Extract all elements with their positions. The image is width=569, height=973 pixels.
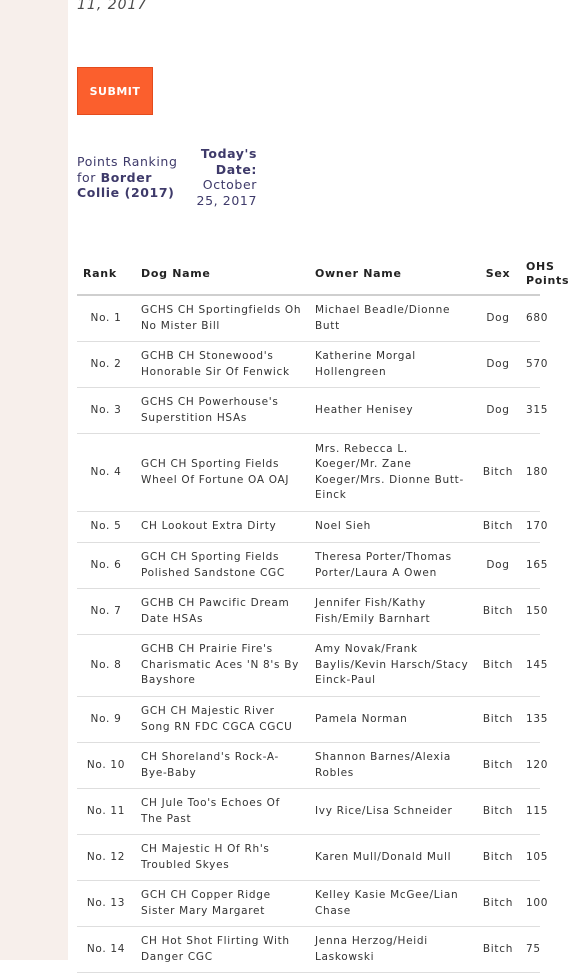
cell-rank: No. 3 <box>77 388 135 434</box>
cell-rank: No. 5 <box>77 512 135 543</box>
cell-dog-name: CH Lookout Extra Dirty <box>135 512 307 543</box>
cell-owner-name: Noel Sieh <box>307 512 474 543</box>
cell-sex: Dog <box>474 342 522 388</box>
table-row <box>77 342 540 388</box>
cell-owner-name: Katherine Morgal Hollengreen <box>307 342 474 388</box>
date-fragment: 11, 2017 <box>77 0 148 13</box>
cell-dog-name: GCH CH Sporting Fields Polished Sandstone CGC <box>135 543 307 589</box>
ranking-title-prefix: Points Ranking for <box>77 154 178 185</box>
cell-rank: No. 13 <box>77 881 135 927</box>
ranking-breed: Border Collie (2017) <box>77 169 175 200</box>
cell-rank: No. 12 <box>77 835 135 881</box>
cell-points: 180 <box>522 434 540 512</box>
today-value: October 25, 2017 <box>196 177 257 208</box>
cell-points: 150 <box>522 589 540 635</box>
cell-rank: No. 4 <box>77 434 135 512</box>
cell-rank: No. 14 <box>77 927 135 973</box>
cell-rank: No. 2 <box>77 342 135 388</box>
header-sex[interactable]: Sex <box>474 254 522 295</box>
cell-points: 165 <box>522 543 540 589</box>
cell-sex: Bitch <box>474 589 522 635</box>
table-row <box>77 512 540 543</box>
cell-points: 75 <box>522 927 540 973</box>
header-ohs-points[interactable]: OHS Points <box>522 254 540 295</box>
cell-sex: Bitch <box>474 697 522 743</box>
cell-sex: Bitch <box>474 743 522 789</box>
cell-sex: Bitch <box>474 512 522 543</box>
cell-dog-name: GCHS CH Powerhouse's Superstition HSAs <box>135 388 307 434</box>
table-row <box>77 697 540 743</box>
cell-rank: No. 9 <box>77 697 135 743</box>
cell-dog-name: GCHB CH Prairie Fire's Charismatic Aces 'N 8's By Bayshore <box>135 635 307 697</box>
cell-sex: Bitch <box>474 434 522 512</box>
cell-owner-name: Ivy Rice/Lisa Schneider <box>307 789 474 835</box>
table-row <box>77 434 540 512</box>
cell-points: 315 <box>522 388 540 434</box>
today-date <box>196 146 257 208</box>
cell-sex: Bitch <box>474 927 522 973</box>
cell-rank: No. 1 <box>77 295 135 342</box>
table-row <box>77 881 540 927</box>
cell-owner-name: Theresa Porter/Thomas Porter/Laura A Owen <box>307 543 474 589</box>
cell-owner-name: Jenna Herzog/Heidi Laskowski <box>307 927 474 973</box>
cell-sex: Bitch <box>474 635 522 697</box>
cell-rank: No. 6 <box>77 543 135 589</box>
submit-button[interactable]: SUBMIT <box>77 67 153 115</box>
cell-dog-name: GCH CH Majestic River Song RN FDC CGCA CGCU <box>135 697 307 743</box>
cell-dog-name: CH Jule Too's Echoes Of The Past <box>135 789 307 835</box>
cell-owner-name: Shannon Barnes/Alexia Robles <box>307 743 474 789</box>
cell-sex: Bitch <box>474 789 522 835</box>
today-label: Today's Date: <box>200 146 257 177</box>
cell-sex: Bitch <box>474 835 522 881</box>
cell-points: 115 <box>522 789 540 835</box>
cell-dog-name: GCH CH Copper Ridge Sister Mary Margaret <box>135 881 307 927</box>
cell-points: 570 <box>522 342 540 388</box>
table-row <box>77 589 540 635</box>
cell-points: 135 <box>522 697 540 743</box>
cell-owner-name: Heather Henisey <box>307 388 474 434</box>
rankings-table <box>77 254 569 973</box>
cell-dog-name: GCHS CH Sportingfields Oh No Mister Bill <box>135 295 307 342</box>
cell-owner-name: Jennifer Fish/Kathy Fish/Emily Barnhart <box>307 589 474 635</box>
cell-points: 100 <box>522 881 540 927</box>
cell-points: 170 <box>522 512 540 543</box>
cell-dog-name: CH Hot Shot Flirting With Danger CGC <box>135 927 307 973</box>
table-row <box>77 388 540 434</box>
cell-sex: Bitch <box>474 881 522 927</box>
header-owner-name[interactable]: Owner Name <box>307 254 474 295</box>
page-left-margin <box>0 0 68 960</box>
cell-points: 145 <box>522 635 540 697</box>
header-dog-name[interactable]: Dog Name <box>135 254 307 295</box>
cell-rank: No. 8 <box>77 635 135 697</box>
table-row <box>77 743 540 789</box>
table-row <box>77 295 540 342</box>
cell-owner-name: Mrs. Rebecca L. Koeger/Mr. Zane Koeger/Mrs. Dionne Butt-Einck <box>307 434 474 512</box>
cell-owner-name: Pamela Norman <box>307 697 474 743</box>
ranking-title <box>77 154 187 201</box>
cell-sex: Dog <box>474 295 522 342</box>
cell-rank: No. 10 <box>77 743 135 789</box>
cell-points: 105 <box>522 835 540 881</box>
table-header-row <box>77 254 540 295</box>
cell-owner-name: Karen Mull/Donald Mull <box>307 835 474 881</box>
cell-dog-name: GCHB CH Stonewood's Honorable Sir Of Fenwick <box>135 342 307 388</box>
cell-dog-name: GCH CH Sporting Fields Wheel Of Fortune OA OAJ <box>135 434 307 512</box>
cell-dog-name: GCHB CH Pawcific Dream Date HSAs <box>135 589 307 635</box>
table-row <box>77 789 540 835</box>
cell-sex: Dog <box>474 543 522 589</box>
table-row <box>77 635 540 697</box>
table-row <box>77 835 540 881</box>
table-row <box>77 543 540 589</box>
cell-dog-name: CH Majestic H Of Rh's Troubled Skyes <box>135 835 307 881</box>
cell-rank: No. 11 <box>77 789 135 835</box>
cell-dog-name: CH Shoreland's Rock-A-Bye-Baby <box>135 743 307 789</box>
cell-owner-name: Amy Novak/Frank Baylis/Kevin Harsch/Stacy Einck-Paul <box>307 635 474 697</box>
cell-owner-name: Kelley Kasie McGee/Lian Chase <box>307 881 474 927</box>
cell-owner-name: Michael Beadle/Dionne Butt <box>307 295 474 342</box>
cell-points: 120 <box>522 743 540 789</box>
table-row <box>77 927 540 973</box>
cell-rank: No. 7 <box>77 589 135 635</box>
header-rank[interactable]: Rank <box>77 254 135 295</box>
cell-points: 680 <box>522 295 540 342</box>
cell-sex: Dog <box>474 388 522 434</box>
